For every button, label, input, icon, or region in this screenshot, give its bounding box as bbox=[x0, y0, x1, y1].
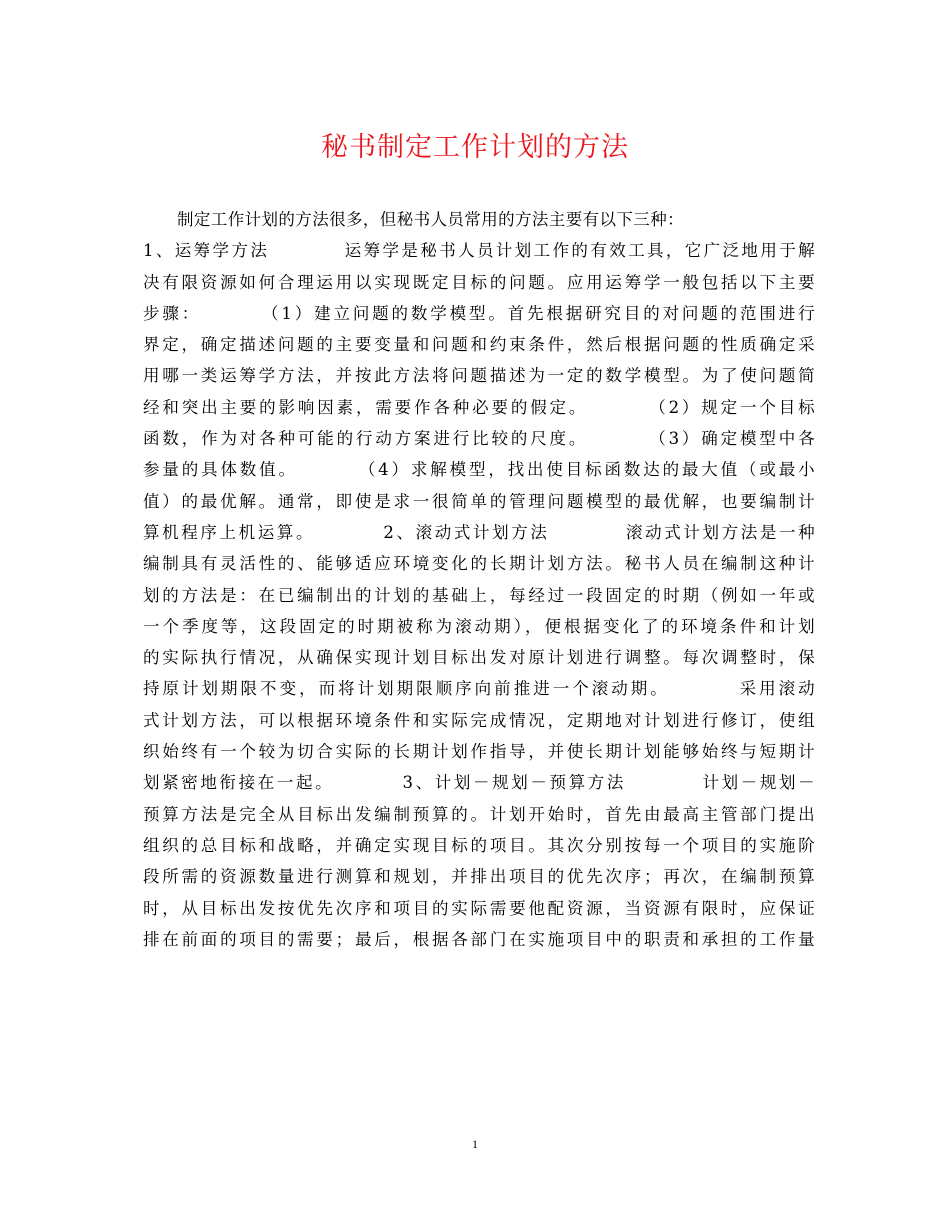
text-line: 排在前面的项目的需要；最后，根据各部门在实施项目中的职责和承担的工作量 bbox=[143, 929, 815, 949]
text-line: 式计划方法，可以根据环境条件和实际完成情况，定期地对计划进行修订，使组 bbox=[143, 710, 815, 730]
text-line: 时，从目标出发按优先次序和项目的实际需要他配资源，当资源有限时，应保证 bbox=[143, 898, 815, 918]
text-line: 算机程序上机运算。 2、滚动式计划方法 滚动式计划方法是一种 bbox=[143, 522, 815, 542]
text-line: 段所需的资源数量进行测算和规划，并排出项目的优先次序；再次，在编制预算 bbox=[143, 867, 815, 887]
text-line: 预算方法是完全从目标出发编制预算的。计划开始时，首先由最高主管部门提出 bbox=[143, 804, 815, 824]
text-line: 值）的最优解。通常，即使是求一很简单的管理问题模型的最优解，也要编制计 bbox=[143, 491, 815, 511]
body-text bbox=[143, 204, 815, 955]
text-line: 决有限资源如何合理运用以实现既定目标的问题。应用运筹学一般包括以下主要 bbox=[143, 272, 815, 292]
text-line: 函数，作为对各种可能的行动方案进行比较的尺度。 （3）确定模型中各 bbox=[143, 429, 815, 449]
text-line: 参量的具体数值。 （4）求解模型，找出使目标函数达的最大值（或最小 bbox=[143, 460, 815, 480]
document-title: 秘书制定工作计划的方法 bbox=[321, 132, 629, 163]
text-line: 步骤： （1）建立问题的数学模型。首先根据研究目的对问题的范围进行 bbox=[143, 303, 815, 323]
text-line: 划的方法是：在已编制出的计划的基础上，每经过一段固定的时期（例如一年或 bbox=[143, 585, 815, 605]
text-line: 制定工作计划的方法很多，但秘书人员常用的方法主要有以下三种： bbox=[177, 210, 684, 229]
text-line: 用哪一类运筹学方法，并按此方法将问题描述为一定的数学模型。为了使问题简 bbox=[143, 366, 815, 386]
text-line: 的实际执行情况，从确保实现计划目标出发对原计划进行调整。每次调整时，保 bbox=[143, 648, 815, 668]
text-line: 经和突出主要的影响因素，需要作各种必要的假定。 （2）规定一个目标 bbox=[143, 397, 815, 417]
text-line: 一个季度等，这段固定的时期被称为滚动期），便根据变化了的环境条件和计划 bbox=[143, 616, 815, 636]
text-line: 1、运筹学方法 运筹学是秘书人员计划工作的有效工具，它广泛地用于解 bbox=[143, 241, 815, 261]
text-line: 持原计划期限不变，而将计划期限顺序向前推进一个滚动期。 采用滚动 bbox=[143, 679, 815, 699]
text-line: 织始终有一个较为切合实际的长期计划作指导，并使长期计划能够始终与短期计 bbox=[143, 742, 815, 762]
text-line: 编制具有灵活性的、能够适应环境变化的长期计划方法。秘书人员在编制这种计 bbox=[143, 554, 815, 574]
text-line: 划紧密地衔接在一起。 3、计划－规划－预算方法 计划－规划－ bbox=[143, 773, 815, 793]
text-line: 组织的总目标和战略，并确定实现目标的项目。其次分别按每一个项目的实施阶 bbox=[143, 835, 815, 855]
text-line: 界定，确定描述问题的主要变量和问题和约束条件，然后根据问题的性质确定采 bbox=[143, 335, 815, 355]
page-number: 1 bbox=[472, 1137, 478, 1151]
